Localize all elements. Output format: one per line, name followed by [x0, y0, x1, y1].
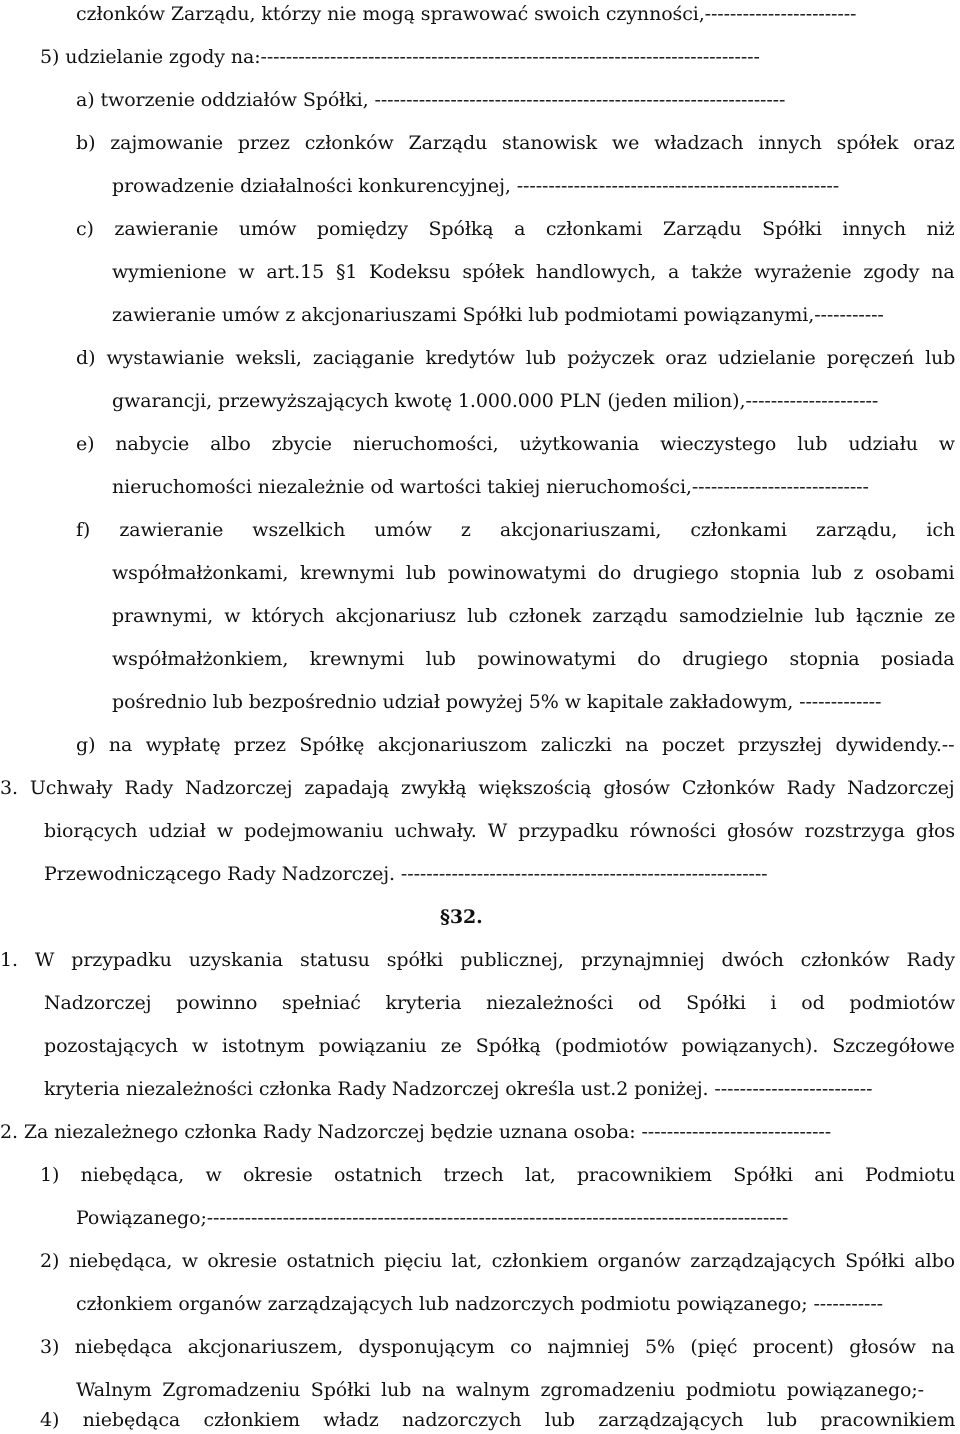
list-marker: g) — [76, 734, 96, 756]
list-item: e) nabycie albo zbycie nieruchomości, użytkowania wieczystego lub udziału w — [76, 433, 955, 455]
list-marker: 1) — [40, 1164, 60, 1186]
text-line: gwarancji, przewyższających kwotę 1.000.000 PLN (jeden milion),--------------------- — [112, 390, 879, 412]
text-line: członków Zarządu, którzy nie mogą sprawować swoich czynności,------------------------ — [76, 3, 857, 25]
list-marker: 1. — [0, 949, 18, 971]
text-line: prawnymi, w których akcjonariusz lub członek zarządu samodzielnie lub łącznie ze — [112, 605, 956, 627]
text-line: kryteria niezależności członka Rady Nadzorczej określa ust.2 poniżej. ------------------------- — [44, 1078, 873, 1100]
list-item: 3) niebędąca akcjonariuszem, dysponującym co najmniej 5% (pięć procent) głosów na — [40, 1336, 955, 1358]
list-marker: 2) — [40, 1250, 60, 1272]
list-item: g) na wypłatę przez Spółkę akcjonariuszom zaliczki na poczet przyszłej dywidendy.-- — [76, 734, 955, 756]
text-line: Walnym Zgromadzeniu Spółki lub na walnym zgromadzeniu podmiotu powiązanego;- — [76, 1379, 924, 1401]
list-item: 5) udzielanie zgody na:------------------------------------------------------------------------------- — [40, 46, 760, 68]
list-marker: e) — [76, 433, 95, 455]
text-line: zawieranie umów z akcjonariuszami Spółki lub podmiotami powiązanymi,----------- — [112, 304, 884, 326]
list-item: 2) niebędąca, w okresie ostatnich pięciu lat, członkiem organów zarządzających Spółki albo — [40, 1250, 955, 1272]
list-marker: d) — [76, 347, 96, 369]
text-line: członkiem organów zarządzających lub nadzorczych podmiotu powiązanego; ----------- — [76, 1293, 883, 1315]
numbered-paragraph: 2. Za niezależnego członka Rady Nadzorczej będzie uznana osoba: ------------------------------ — [0, 1121, 832, 1143]
numbered-paragraph: 1. W przypadku uzyskania statusu spółki publicznej, przynajmniej dwóch członków Rady — [0, 949, 956, 971]
text-line: wymienione w art.15 §1 Kodeksu spółek handlowych, a także wyrażenie zgody na — [112, 261, 955, 283]
list-item: 1) niebędąca, w okresie ostatnich trzech lat, pracownikiem Spółki ani Podmiotu — [40, 1164, 956, 1186]
text-line: Przewodniczącego Rady Nadzorczej. ---------------------------------------------------------- — [44, 863, 768, 885]
list-marker: c) — [76, 218, 94, 240]
section-heading: §32. — [440, 906, 483, 928]
list-item: a) tworzenie oddziałów Spółki, ----------------------------------------------------------------- — [76, 89, 786, 111]
text-line: Powiązanego;-------------------------------------------------------------------------------------------- — [76, 1207, 789, 1229]
list-marker: 5) — [40, 46, 60, 68]
list-marker: 3. — [0, 777, 18, 799]
text-line: pośrednio lub bezpośrednio udział powyżej 5% w kapitale zakładowym, ------------- — [112, 691, 882, 713]
text-line: pozostających w istotnym powiązaniu ze Spółką (podmiotów powiązanych). Szczegółowe — [44, 1035, 955, 1057]
list-marker: 3) — [40, 1336, 60, 1358]
text-line: Nadzorczej powinno spełniać kryteria niezależności od Spółki i od podmiotów — [44, 992, 956, 1014]
list-marker: 4) — [40, 1409, 60, 1431]
list-item: 4) niebędąca członkiem władz nadzorczych lub zarządzających lub pracownikiem — [40, 1409, 956, 1431]
list-marker: 2. — [0, 1121, 18, 1143]
list-marker: b) — [76, 132, 96, 154]
text-line: współmałżonkami, krewnymi lub powinowatymi do drugiego stopnia lub z osobami — [112, 562, 955, 584]
text-line: prowadzenie działalności konkurencyjnej, --------------------------------------------------- — [112, 175, 840, 197]
list-marker: a) — [76, 89, 95, 111]
text-line: biorących udział w podejmowaniu uchwały. W przypadku równości głosów rozstrzyga głos — [44, 820, 955, 842]
numbered-paragraph: 3. Uchwały Rady Nadzorczej zapadają zwykłą większością głosów Członków Rady Nadzorczej — [0, 777, 955, 799]
text-line: nieruchomości niezależnie od wartości takiej nieruchomości,---------------------------- — [112, 476, 869, 498]
list-marker: f) — [76, 519, 91, 541]
list-item: b) zajmowanie przez członków Zarządu stanowisk we władzach innych spółek oraz — [76, 132, 955, 154]
list-item: c) zawieranie umów pomiędzy Spółką a członkami Zarządu Spółki innych niż — [76, 218, 955, 240]
list-item: d) wystawianie weksli, zaciąganie kredytów lub pożyczek oraz udzielanie poręczeń lub — [76, 347, 956, 369]
list-item: f) zawieranie wszelkich umów z akcjonariuszami, członkami zarządu, ich — [76, 519, 956, 541]
text-line: współmałżonkiem, krewnymi lub powinowatymi do drugiego stopnia posiada — [112, 648, 955, 670]
